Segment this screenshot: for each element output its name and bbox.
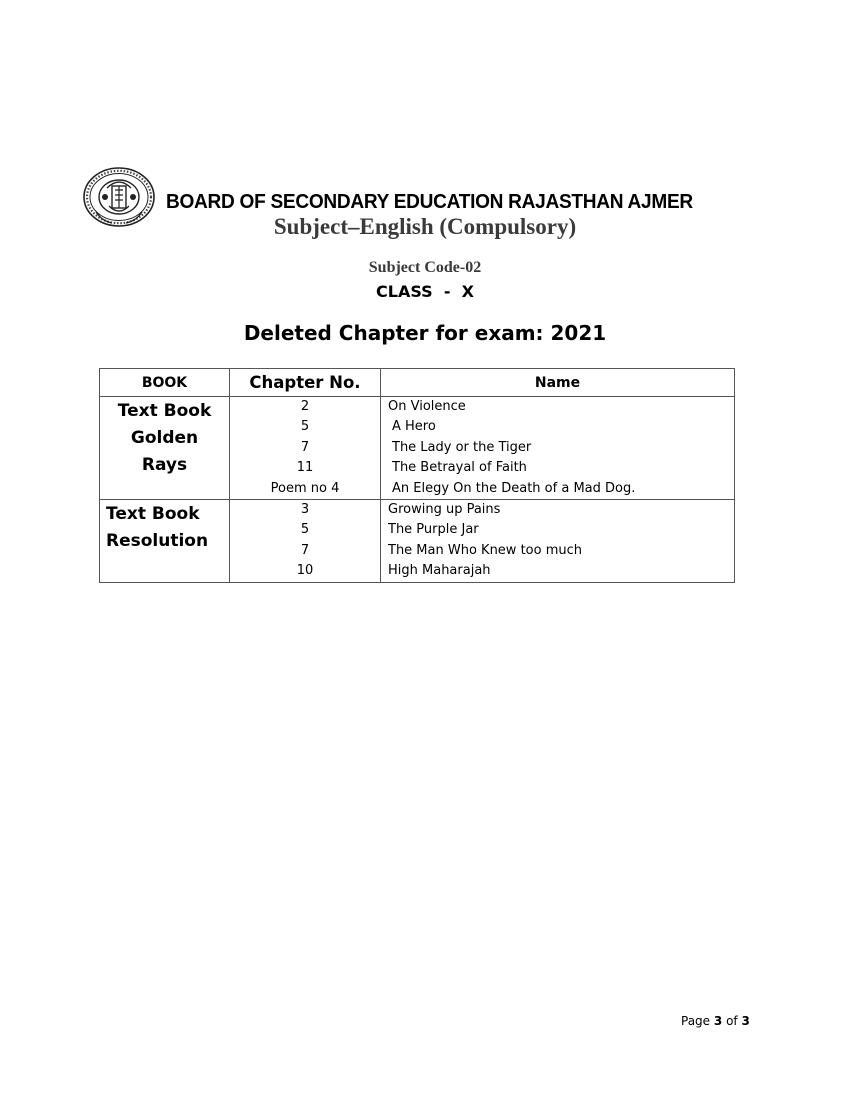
of-word: of xyxy=(726,1014,738,1028)
chapter-name: The Betrayal of Faith xyxy=(392,460,527,476)
chapter-number: 7 xyxy=(300,542,310,558)
chapter-number: 10 xyxy=(296,563,314,579)
chapter-number: 5 xyxy=(300,522,310,538)
current-page: 3 xyxy=(713,1014,723,1028)
chapter-name: The Purple Jar xyxy=(388,522,479,538)
deleted-chapters-table xyxy=(99,368,735,583)
table-row xyxy=(100,499,735,582)
table-header-row xyxy=(100,369,735,397)
page-heading: Deleted Chapter for exam: 2021 xyxy=(243,321,607,345)
class-label: CLASS - X xyxy=(376,282,474,301)
subject-title xyxy=(0,214,850,240)
board-title: BOARD OF SECONDARY EDUCATION RAJASTHAN AJMER xyxy=(166,190,693,213)
page-word: Page xyxy=(681,1014,711,1028)
chapter-names xyxy=(381,397,735,500)
book-line: Golden Rays xyxy=(130,428,199,475)
chapter-name: Growing up Pains xyxy=(388,501,501,517)
book-cell-resolution xyxy=(100,499,230,582)
chapter-number: Poem no 4 xyxy=(270,480,340,496)
chapter-number: 2 xyxy=(300,399,310,414)
chapter-name: The Lady or the Tiger xyxy=(392,439,532,455)
header-chapter-no: Chapter No. xyxy=(230,369,381,397)
header-book: BOOK xyxy=(100,369,230,397)
chapter-number: 3 xyxy=(300,501,310,517)
chapter-list xyxy=(230,499,381,582)
chapter-names xyxy=(381,499,735,582)
table-row xyxy=(100,397,735,500)
chapter-number: 5 xyxy=(300,419,310,435)
subject-code: Subject Code-02 xyxy=(368,259,482,276)
chapter-number: 7 xyxy=(300,439,310,455)
chapter-name: High Maharajah xyxy=(388,563,491,579)
header-name: Name xyxy=(381,369,735,397)
total-pages: 3 xyxy=(741,1014,750,1028)
book-line: Text Book xyxy=(106,503,200,524)
chapter-name: An Elegy On the Death of a Mad Dog. xyxy=(392,480,636,496)
chapter-name: The Man Who Knew too much xyxy=(388,542,582,558)
chapter-number: 11 xyxy=(296,460,314,476)
book-line: Text Book xyxy=(117,401,212,421)
chapter-name: A Hero xyxy=(392,419,436,435)
subject-text: Subject–English (Compulsory) xyxy=(273,214,577,239)
chapter-name: On Violence xyxy=(388,399,466,414)
chapter-list xyxy=(230,397,381,500)
book-cell-golden-rays xyxy=(100,397,230,500)
book-line: Resolution xyxy=(106,530,209,551)
page-footer xyxy=(681,1014,750,1028)
